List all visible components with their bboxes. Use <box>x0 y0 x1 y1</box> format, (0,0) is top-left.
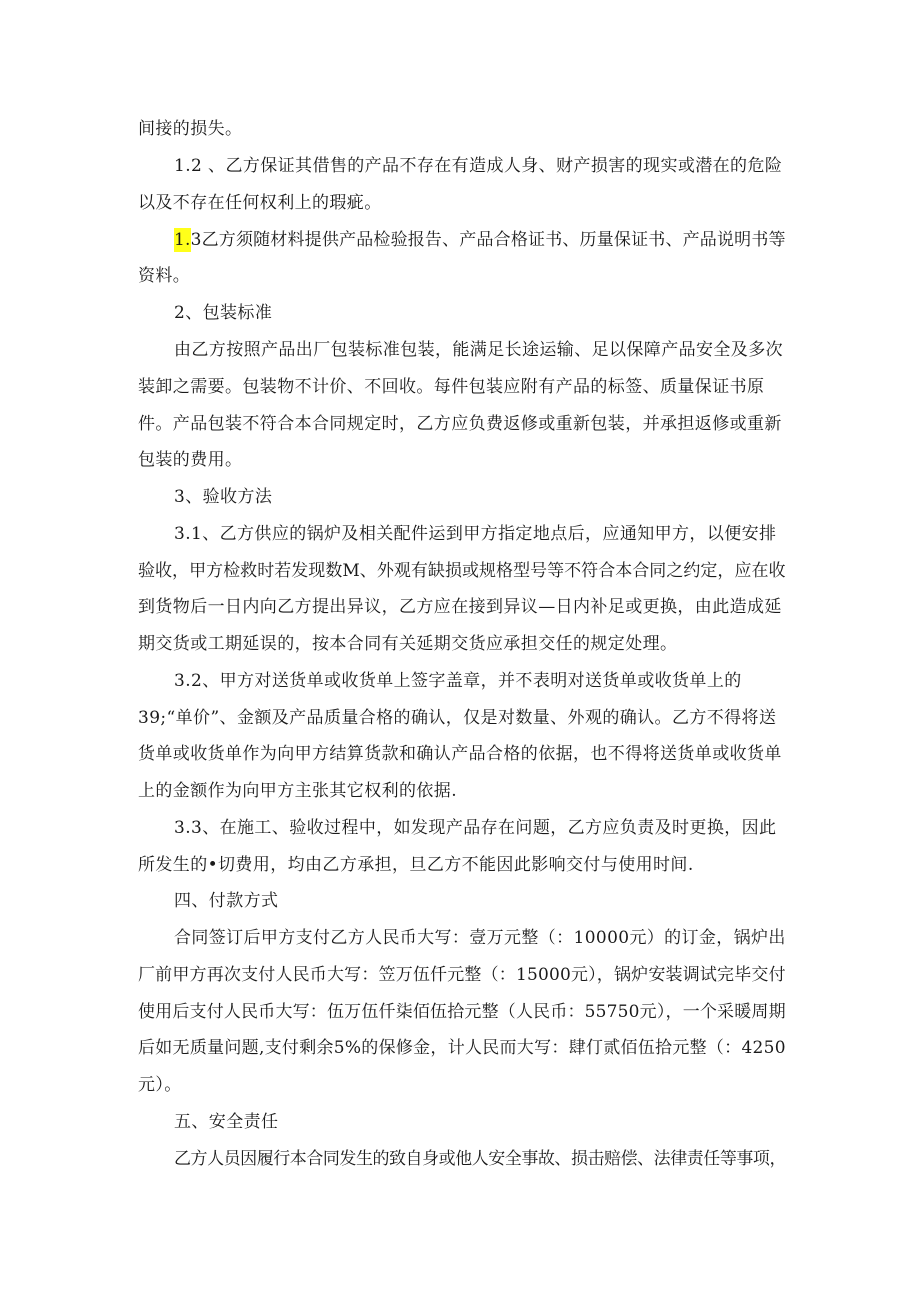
text-line: 间接的损失。 <box>138 119 243 139</box>
text-line: 后如无质量问题,支付剩余5%的保修金，计人民而大写：肆仃贰佰伍拾元整（：4250 <box>138 1038 786 1058</box>
text-line: 以及不存在任何权利上的瑕疵。 <box>138 193 382 213</box>
section-heading-packaging: 2、包装标准 <box>174 303 273 323</box>
text-line: 乙方人员因履行本合同发生的致自身或他人安全事故、损击赔偿、法律责任等事项， <box>174 1149 786 1169</box>
text-line: 39;“单价”、金额及产品质量合格的确认，仅是对数量、外观的确认。乙方不得将送 <box>138 708 777 728</box>
section-heading-acceptance: 3、验收方法 <box>174 487 273 507</box>
text-line: 使用后支付人民币大写：伍万伍仟柒佰伍拾元整（人民币：55750元），一个采暖周期 <box>138 1002 786 1022</box>
text-line: 所发生的•切费用，均由乙方承担，旦乙方不能因此影响交付与使用时间. <box>138 855 694 875</box>
text-line: 资料。 <box>138 266 191 286</box>
text-line: 验收，甲方检救时若发现数M、外观有缺损或规格型号等不符合本合同之约定，应在收 <box>138 561 786 581</box>
text-line: 包装的费用。 <box>138 450 243 470</box>
text-line: 装卸之需要。包装物不计价、不回收。每件包装应附有产品的标签、质量保证书原 <box>138 377 765 397</box>
highlighted-number: 1. <box>174 230 191 250</box>
text-line: 元）。 <box>138 1075 182 1095</box>
text-line: 合同签订后甲方支付乙方人民币大写：壹万元整（：10000元）的订金，锅炉出 <box>174 928 786 948</box>
text-line: 件。产品包装不符合本合同规定时，乙方应负费返修或重新包装，并承担返修或重新 <box>138 414 782 434</box>
text-line: 上的金额作为向甲方主张其它权利的依据. <box>138 781 458 801</box>
text-line: 期交货或工期延误的，按本合同有关延期交货应承担交任的规定处理。 <box>138 634 678 654</box>
clause-3-1: 3.1、乙方供应的锅炉及相关配件运到甲方指定地点后，应通知甲方，以便安排 <box>174 524 777 544</box>
text-line: 由乙方按照产品出厂包装标准包装，能满足长途运输、足以保障产品安全及多次 <box>174 340 783 360</box>
text-line: 到货物后一日内向乙方提出异议，乙方应在接到异议—日内补足或更换，由此造成延 <box>138 597 782 617</box>
section-heading-payment: 四、付款方式 <box>174 891 279 911</box>
text-line: 货单或收货单作为向甲方结算货款和确认产品合格的依据，也不得将送货单或收货单 <box>138 744 782 764</box>
clause-3-3: 3.3、在施工、验收过程中，如发现产品存在问题，乙方应负责及时更换，因此 <box>174 818 777 838</box>
clause-1-2: 1.2 、乙方保证其借售的产品不存在有造成人身、财产损害的现实或潜在的危险 <box>174 156 783 176</box>
clause-1-3-text: 3乙方须随材料提供产品检验报告、产品合格证书、历量保证书、产品说明书等 <box>190 230 786 250</box>
clause-1-3 <box>174 229 786 251</box>
clause-3-2: 3.2、甲方对送货单或收货单上签字盖章，并不表明对送货单或收货单上的 <box>174 671 742 691</box>
section-heading-safety: 五、安全责任 <box>174 1112 279 1132</box>
text-line: 厂前甲方再次支付人民币大写：笠万伍仟元整（：15000元），锅炉安装调试完毕交付 <box>138 965 786 985</box>
